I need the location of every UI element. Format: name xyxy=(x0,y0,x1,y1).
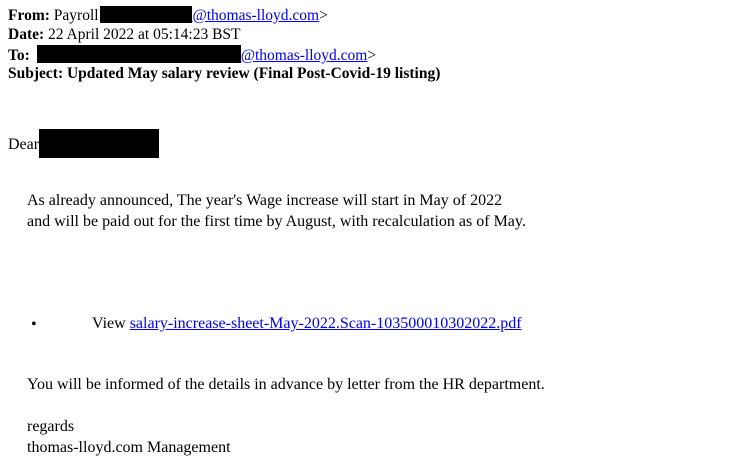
attachment-item xyxy=(92,313,522,335)
attachment-link[interactable]: salary-increase-sheet-May-2022.Scan-103500010302022.pdf xyxy=(129,315,522,332)
greeting-text: Dear xyxy=(8,136,40,153)
to-row xyxy=(8,45,376,65)
greeting xyxy=(8,129,159,158)
signoff: regards xyxy=(27,418,75,435)
from-sender-name: Payroll xyxy=(53,7,99,24)
subject-row xyxy=(8,65,440,83)
from-address-link[interactable]: @thomas-lloyd.com xyxy=(192,7,320,24)
redacted-sender-address xyxy=(100,6,192,23)
to-address-close: > xyxy=(367,47,377,64)
redacted-recipient-address xyxy=(37,45,241,63)
date-value: 22 April 2022 at 05:14:23 BST xyxy=(48,26,241,43)
from-label: From: xyxy=(8,7,50,24)
subject-value: Updated May salary review (Final Post-Covid-19 listing) xyxy=(66,65,441,82)
bullet-dot: • xyxy=(31,316,37,333)
subject-label: Subject: xyxy=(8,65,64,82)
signature: thomas-lloyd.com Management xyxy=(27,439,231,456)
info-line: You will be informed of the details in advance by letter from the HR department. xyxy=(27,376,545,393)
from-address-close: > xyxy=(319,7,328,24)
from-row xyxy=(8,6,328,25)
redacted-recipient-name xyxy=(39,129,159,158)
date-row xyxy=(8,26,241,44)
date-label: Date: xyxy=(8,26,45,43)
to-label: To: xyxy=(8,47,30,64)
paragraph-line-1: As already announced, The year's Wage increase will start in May of 2022 xyxy=(27,192,503,209)
to-address-link[interactable]: @thomas-lloyd.com xyxy=(240,47,368,64)
view-label: View xyxy=(92,315,126,332)
paragraph-line-2: and will be paid out for the first time by August, with recalculation as of May. xyxy=(27,213,526,230)
